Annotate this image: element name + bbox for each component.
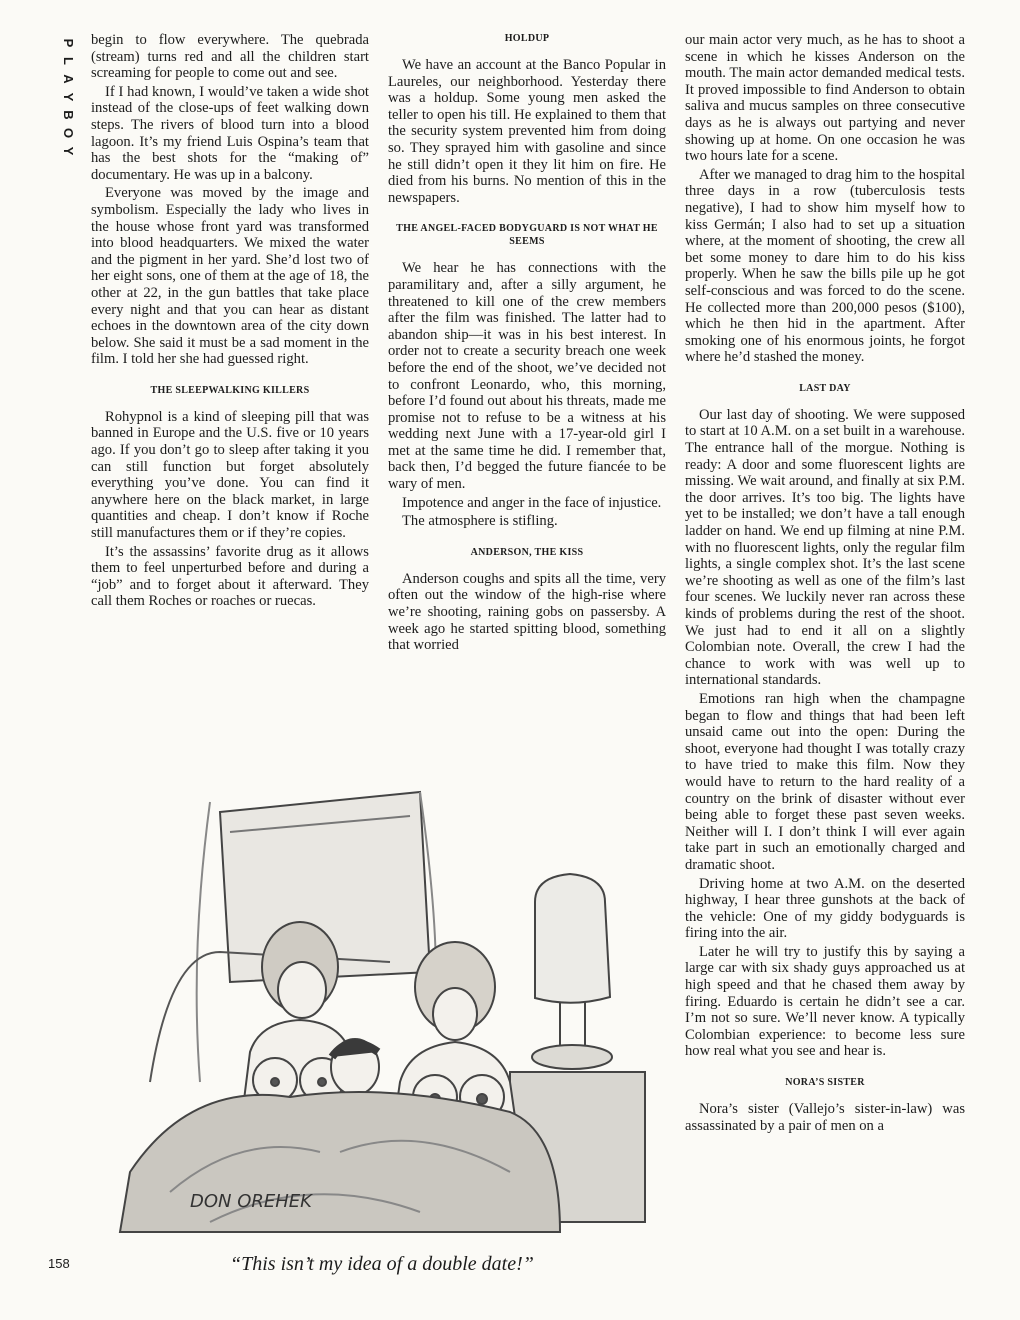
column-3 xyxy=(685,32,965,1134)
paragraph: The atmosphere is stifling. xyxy=(402,513,558,530)
cartoon-caption: “This isn’t my idea of a double date!” xyxy=(230,1253,534,1275)
running-title-letter: L xyxy=(61,57,76,65)
paragraph: It’s the assassins’ favorite drug as it allows them to feel unperturbed before and during a “job” and to forget about it afterward. They call them Roches or roaches or ruecas. xyxy=(91,543,369,610)
section-heading: NORA’S SISTER xyxy=(785,1077,865,1089)
paragraph: Later he will try to justify this by saying a large car with six shady guys approached us at high speed and that he chased them away by firing. Eduardo is certain he didn’t see a car. I’m not so sure. We’ll never know. A typically Colombian experience: to become less sure how real what you see and hear is. xyxy=(685,943,965,1060)
paragraph: Driving home at two A.M. on the deserted highway, I hear three gunshots at the back of the vehicle: One of my giddy bodyguards is firing into the air. xyxy=(685,875,965,942)
paragraph: Anderson coughs and spits all the time, very often out the window of the high-rise where we’re shooting, raining gobs on passersby. A week ago he started spitting blood, something that worried xyxy=(388,570,666,654)
column-1 xyxy=(91,32,369,610)
paragraph: begin to flow everywhere. The quebrada (stream) turns red and all the children start screaming for people to come out and see. xyxy=(91,32,369,82)
paragraph: Everyone was moved by the image and symbolism. Especially the lady who lives in the house whose front yard was transformed into blood headquarters. We mixed the water and the pigment in her yard. She’d lost two of her eight sons, one of them at the age of 18, the other at 22, in the gun battles that take place every night and that you can hear as distant echoes in the downtown area of the city down below. She said it must be a sad moment in the film. I told her she had guessed right. xyxy=(91,185,369,368)
section-heading: THE SLEEPWALKING KILLERS xyxy=(150,384,310,396)
section-heading: ANDERSON, THE KISS xyxy=(470,546,584,558)
paragraph: We have an account at the Banco Popular in Laureles, our neighborhood. Yesterday there was a holdup. Some young men asked the teller to open his till. He explained to them that the security system prevented him from doing so. They sprayed him with gasoline and since he still didn’t open it they lit him on fire. He died from his burns. No mention of this in the newspapers. xyxy=(388,57,666,206)
paragraph: Rohypnol is a kind of sleeping pill that was banned in Europe and the U.S. five or 10 years ago. If you don’t go to sleep after taking it you can still function but forget absolutely everything you’ve done. You can find it anywhere here on the black market, in large quantities and cheap. I don’t know if Roche still manufactures them or if they’re copies. xyxy=(91,408,369,542)
running-title-letter: B xyxy=(61,110,76,120)
paragraph: our main actor very much, as he has to shoot a scene in which he kisses Anderson on the mouth. The main actor demanded medical tests. It proved impossible to find Anderson to obtain saliva and mucus samples on three consecutive days as he is always out partying and never showing up at home. On one occasion he was two hours late for a scene. xyxy=(685,32,965,165)
running-title xyxy=(58,34,78,160)
paragraph: After we managed to drag him to the hospital three days in a row (tuberculosis tests negative), I had to show him myself how to kiss Germán; I also had to set up a situation where, at the moment of shooting, the crew all bet some money to dare him to do his kiss properly. When he saw the bills pile up he got self-conscious and was forced to do the scene. He collected more than 200,000 pesos ($100), which he then hid in the apartment. After smoking one of his enormous joints, he forgot where he’d stashed the money. xyxy=(685,166,965,366)
artist-signature: DON OREHEK xyxy=(190,1191,312,1212)
paragraph: Emotions ran high when the champagne began to flow and things that had been left unsaid came out into the open: During the shoot, everyone had thought I was totally crazy to have tried to make this film. Now they would have to return to the hard reality of a country on the brink of disaster without ever being able to forget these past seven weeks. Neither will I. I don’t think I will ever again take part in such an emotionally charged and dramatic shoot. xyxy=(685,690,965,873)
running-title-letter: Y xyxy=(61,92,76,102)
cartoon-illustration xyxy=(90,752,670,1252)
paragraph: We hear he has connections with the paramilitary and, after a silly argument, he threatened to kill one of the crew members after the film was finished. The latter had to abandon ship—it was in his best interest. In order not to create a security breach one week before the end of the shoot, we’ve decided not to confront Leonardo, who, this morning, before I’d found out about his threats, made me promise not to refuse to be a witness at his wedding next June with a 17-year-old girl I met at the same time he did. I remember that, back then, I’d begged the future fiancée to be wary of men. xyxy=(388,260,666,493)
running-title-letter: P xyxy=(61,38,76,48)
column-2 xyxy=(388,32,666,654)
paragraph: If I had known, I would’ve taken a wide shot instead of the close-ups of feet walking down steps. The rivers of blood turn into a blood lagoon. It’s my friend Luis Ospina’s team that has the best shots for the “making of” documentary. He was up in a balcony. xyxy=(91,83,369,183)
page-number: 158 xyxy=(48,1256,70,1271)
section-heading: HOLDUP xyxy=(504,33,550,44)
section-heading: THE ANGEL-FACED BODYGUARD IS NOT WHAT HE SEEMS xyxy=(396,223,658,248)
running-title-letter: A xyxy=(61,74,76,84)
running-title-letter: O xyxy=(61,127,76,139)
paragraph: Nora’s sister (Vallejo’s sister-in-law) was assassinated by a pair of men on a xyxy=(685,1101,965,1134)
section-heading: LAST DAY xyxy=(799,382,851,394)
paragraph: Impotence and anger in the face of injustice. xyxy=(402,494,662,511)
running-title-letter: Y xyxy=(61,146,76,156)
paragraph: Our last day of shooting. We were supposed to start at 10 A.M. on a set built in a warehouse. The entrance hall of the morgue. Nothing is ready: A door and some fluorescent lights are missing. We wait around, and finally at six P.M. the door arrives. It’s too big. The lights have yet to be installed; we don’t have a tall enough ladder on hand. We end up filming at nine P.M. with no fluorescent lights, only the regular film lights, a single complex shot. It’s the last scene we’re shooting as well as one of the film’s last four scenes. We luckily never ran across these kinds of problems during the rest of the shoot. We just had to end it all on a slightly Colombian note. Overall, the crew I had the chance to work with was well up to international standards. xyxy=(685,406,965,689)
